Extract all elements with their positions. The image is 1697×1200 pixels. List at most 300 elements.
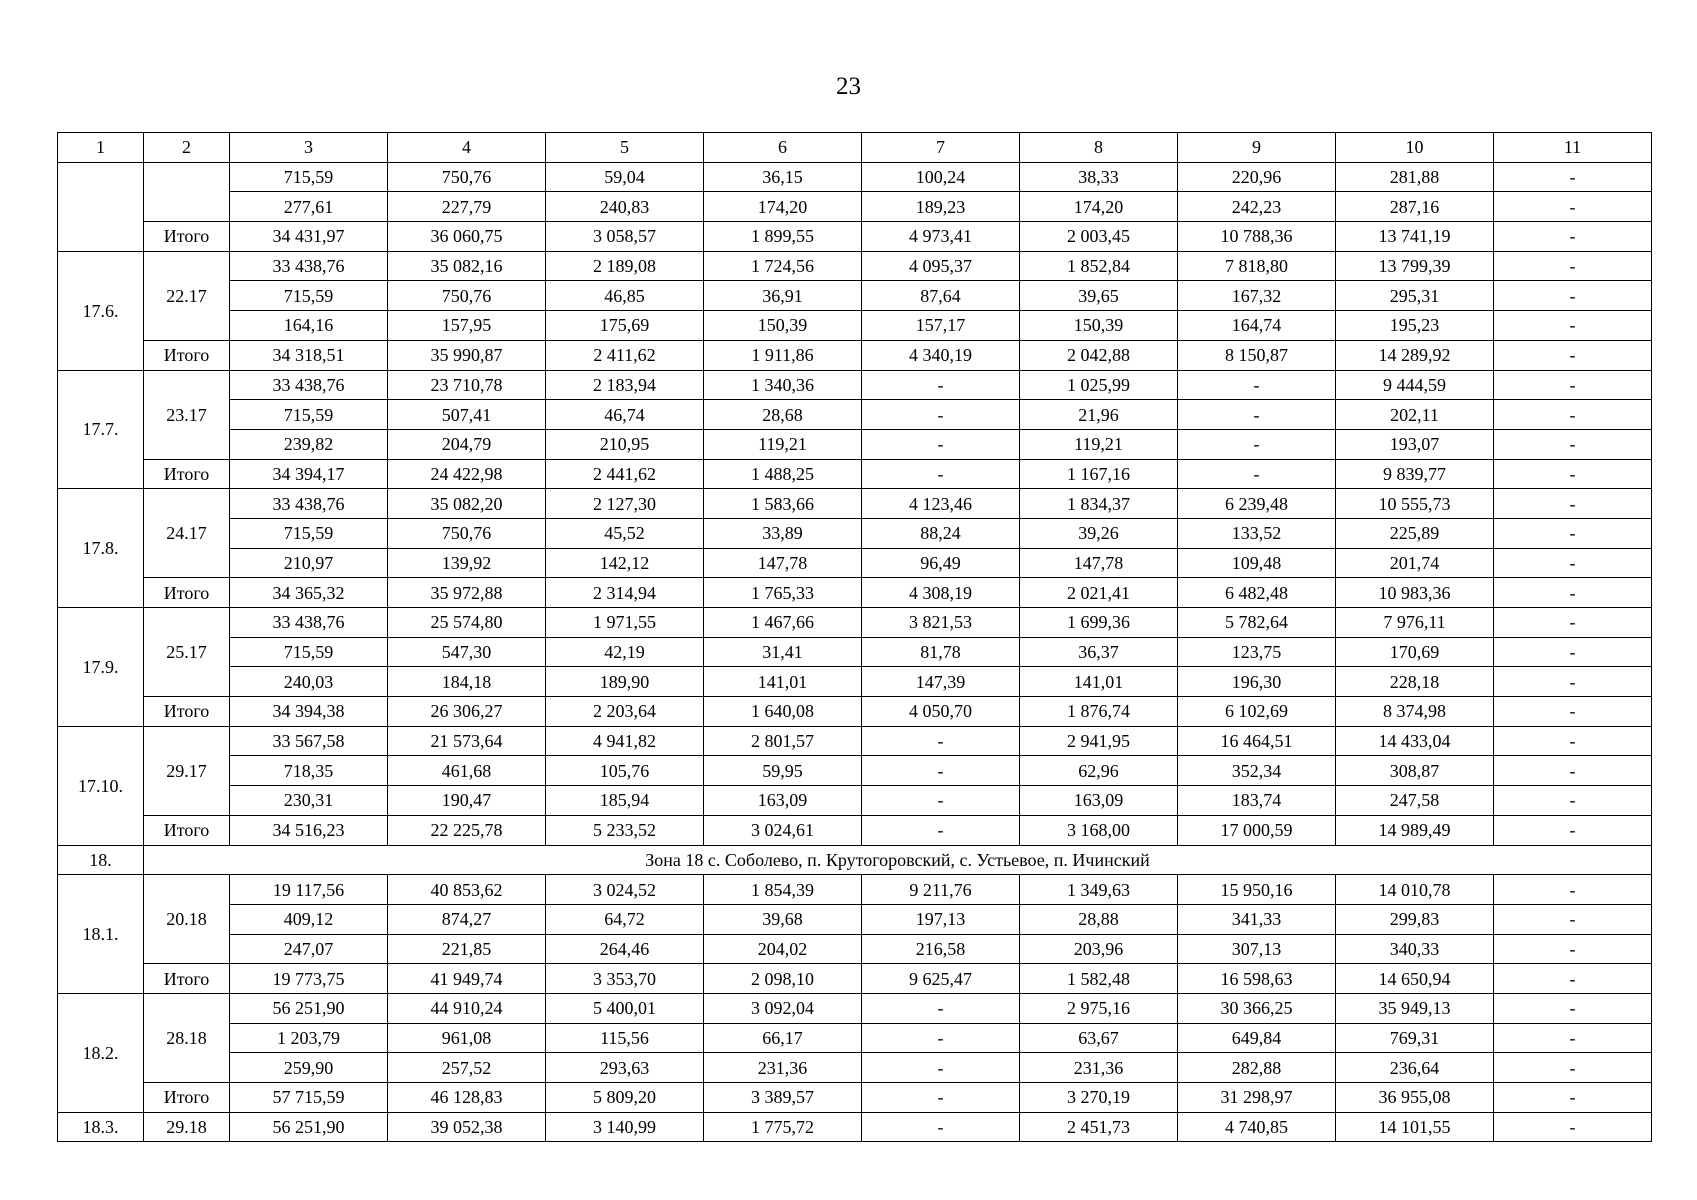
table-cell: 7 818,80 [1178, 251, 1336, 281]
table-cell: - [1494, 518, 1652, 548]
table-cell: 64,72 [546, 904, 704, 934]
table-cell: 10 788,36 [1178, 222, 1336, 252]
table-cell: - [1494, 875, 1652, 905]
item-number: 18.1. [58, 875, 144, 994]
table-cell: 231,36 [1020, 1053, 1178, 1083]
table-cell: 163,09 [704, 786, 862, 816]
table-cell: - [1494, 756, 1652, 786]
table-cell: 227,79 [388, 192, 546, 222]
column-header: 1 [58, 133, 144, 163]
zone-code: 29.17 [144, 726, 230, 815]
zone-code: 23.17 [144, 370, 230, 459]
table-cell: 1 583,66 [704, 489, 862, 519]
table-cell: 36 955,08 [1336, 1083, 1494, 1113]
table-cell: 240,83 [546, 192, 704, 222]
table-cell: 1 834,37 [1020, 489, 1178, 519]
zone-code: 24.17 [144, 489, 230, 578]
total-label: Итого [144, 964, 230, 994]
table-cell: 19 117,56 [230, 875, 388, 905]
zone-code: 22.17 [144, 251, 230, 340]
table-cell: 961,08 [388, 1023, 546, 1053]
table-cell: 715,59 [230, 281, 388, 311]
column-header: 5 [546, 133, 704, 163]
table-cell: 33 438,76 [230, 608, 388, 638]
table-cell: 247,58 [1336, 786, 1494, 816]
table-row [58, 459, 1652, 489]
table-cell: - [1178, 370, 1336, 400]
table-cell: - [1494, 786, 1652, 816]
table-cell: 4 740,85 [1178, 1112, 1336, 1142]
table-cell: 46,85 [546, 281, 704, 311]
table-cell: 3 140,99 [546, 1112, 704, 1142]
table-cell: 210,97 [230, 548, 388, 578]
table-cell: 147,78 [1020, 548, 1178, 578]
table-cell: - [862, 429, 1020, 459]
table-cell: 150,39 [704, 311, 862, 341]
table-cell: 201,74 [1336, 548, 1494, 578]
column-header: 11 [1494, 133, 1652, 163]
table-cell: 189,23 [862, 192, 1020, 222]
table-cell: 34 365,32 [230, 578, 388, 608]
table-cell: 340,33 [1336, 934, 1494, 964]
column-header: 9 [1178, 133, 1336, 163]
table-cell: 39,68 [704, 904, 862, 934]
table-cell: 236,64 [1336, 1053, 1494, 1083]
table-cell: 1 340,36 [704, 370, 862, 400]
table-cell: 16 598,63 [1178, 964, 1336, 994]
table-cell: - [1494, 222, 1652, 252]
table-row [58, 1112, 1652, 1142]
item-number: 18.2. [58, 993, 144, 1112]
table-cell: 2 021,41 [1020, 578, 1178, 608]
table-row [58, 548, 1652, 578]
table-cell: 147,78 [704, 548, 862, 578]
table-cell: 507,41 [388, 400, 546, 430]
table-cell: 16 464,51 [1178, 726, 1336, 756]
table-cell: 9 839,77 [1336, 459, 1494, 489]
table-cell: - [1494, 608, 1652, 638]
table-cell: 1 699,36 [1020, 608, 1178, 638]
table-cell: 231,36 [704, 1053, 862, 1083]
table-cell: - [1494, 459, 1652, 489]
table-cell: 649,84 [1178, 1023, 1336, 1053]
table-cell: 287,16 [1336, 192, 1494, 222]
table-cell: 14 433,04 [1336, 726, 1494, 756]
table-cell: 88,24 [862, 518, 1020, 548]
table-cell: 874,27 [388, 904, 546, 934]
table-cell: - [862, 1023, 1020, 1053]
table-cell: 14 989,49 [1336, 815, 1494, 845]
table-cell: - [1178, 429, 1336, 459]
table-cell: 150,39 [1020, 311, 1178, 341]
zone-code: 25.17 [144, 608, 230, 697]
table-cell: 547,30 [388, 637, 546, 667]
table-cell: 164,74 [1178, 311, 1336, 341]
table-row [58, 667, 1652, 697]
table-cell: 46 128,83 [388, 1083, 546, 1113]
table-cell: 715,59 [230, 162, 388, 192]
table-cell: 196,30 [1178, 667, 1336, 697]
table-cell: - [1494, 934, 1652, 964]
header-row [58, 133, 1652, 163]
table-cell: - [1494, 162, 1652, 192]
table-cell: 3 389,57 [704, 1083, 862, 1113]
table-cell: - [1494, 697, 1652, 727]
zone-code: 29.18 [144, 1112, 230, 1142]
table-cell: 36,37 [1020, 637, 1178, 667]
table-cell: 8 374,98 [1336, 697, 1494, 727]
table-cell: - [1494, 251, 1652, 281]
table-cell: - [1494, 815, 1652, 845]
table-cell: 34 318,51 [230, 340, 388, 370]
item-number: 17.8. [58, 489, 144, 608]
item-number: 18.3. [58, 1112, 144, 1142]
table-cell: 2 441,62 [546, 459, 704, 489]
table-cell: 8 150,87 [1178, 340, 1336, 370]
table-cell: 189,90 [546, 667, 704, 697]
table-cell: 9 211,76 [862, 875, 1020, 905]
table-cell: 170,69 [1336, 637, 1494, 667]
table-cell: 3 168,00 [1020, 815, 1178, 845]
total-label: Итого [144, 1083, 230, 1113]
table-cell: 221,85 [388, 934, 546, 964]
table-row [58, 578, 1652, 608]
table-cell: 204,79 [388, 429, 546, 459]
table-cell: 141,01 [1020, 667, 1178, 697]
table-cell: 307,13 [1178, 934, 1336, 964]
table-cell: 3 353,70 [546, 964, 704, 994]
table-cell: 1 582,48 [1020, 964, 1178, 994]
table-cell: 141,01 [704, 667, 862, 697]
table-cell: 461,68 [388, 756, 546, 786]
table-cell: - [1494, 667, 1652, 697]
column-header: 6 [704, 133, 862, 163]
table-cell: - [862, 726, 1020, 756]
table-row [58, 251, 1652, 281]
table-row [58, 429, 1652, 459]
item-number [58, 162, 144, 251]
table-cell: 4 941,82 [546, 726, 704, 756]
table-cell: 247,07 [230, 934, 388, 964]
table-cell: 59,04 [546, 162, 704, 192]
table-cell: 1 899,55 [704, 222, 862, 252]
table-cell: 36 060,75 [388, 222, 546, 252]
table-row [58, 697, 1652, 727]
table-cell: - [1494, 578, 1652, 608]
column-header: 2 [144, 133, 230, 163]
column-header: 7 [862, 133, 1020, 163]
column-header: 8 [1020, 133, 1178, 163]
table-cell: 240,03 [230, 667, 388, 697]
table-cell: - [1494, 548, 1652, 578]
table-cell: 24 422,98 [388, 459, 546, 489]
table-cell: 31,41 [704, 637, 862, 667]
table-cell: 277,61 [230, 192, 388, 222]
table-cell: 23 710,78 [388, 370, 546, 400]
table-cell: - [1494, 637, 1652, 667]
table-cell: 167,32 [1178, 281, 1336, 311]
table-cell: 715,59 [230, 400, 388, 430]
table-cell: 259,90 [230, 1053, 388, 1083]
table-cell: 2 189,08 [546, 251, 704, 281]
table-cell: 4 050,70 [862, 697, 1020, 727]
table-cell: 87,64 [862, 281, 1020, 311]
table-cell: - [1494, 1023, 1652, 1053]
table-cell: - [862, 1112, 1020, 1142]
table-cell: - [1494, 340, 1652, 370]
table-cell: 119,21 [704, 429, 862, 459]
table-cell: 39,26 [1020, 518, 1178, 548]
table-cell: 2 451,73 [1020, 1112, 1178, 1142]
table-cell: - [862, 400, 1020, 430]
table-cell: 42,19 [546, 637, 704, 667]
table-cell: 81,78 [862, 637, 1020, 667]
tariff-table [57, 132, 1652, 1142]
table-cell: 175,69 [546, 311, 704, 341]
table-cell: 3 024,61 [704, 815, 862, 845]
table-row [58, 726, 1652, 756]
table-cell: 1 167,16 [1020, 459, 1178, 489]
column-header: 10 [1336, 133, 1494, 163]
table-cell: 28,88 [1020, 904, 1178, 934]
table-cell: 13 799,39 [1336, 251, 1494, 281]
table-cell: 59,95 [704, 756, 862, 786]
table-row [58, 1053, 1652, 1083]
table-cell: 41 949,74 [388, 964, 546, 994]
table-row [58, 1083, 1652, 1113]
table-cell: 210,95 [546, 429, 704, 459]
table-cell: 195,23 [1336, 311, 1494, 341]
table-cell: 39,65 [1020, 281, 1178, 311]
table-cell: 1 876,74 [1020, 697, 1178, 727]
table-cell: 157,17 [862, 311, 1020, 341]
table-cell: 4 340,19 [862, 340, 1020, 370]
table-cell: 193,07 [1336, 429, 1494, 459]
table-cell: 1 852,84 [1020, 251, 1178, 281]
table-row [58, 786, 1652, 816]
table-row [58, 370, 1652, 400]
item-number: 17.10. [58, 726, 144, 845]
table-cell: 34 516,23 [230, 815, 388, 845]
table-cell: 142,12 [546, 548, 704, 578]
table-cell: 715,59 [230, 518, 388, 548]
table-cell: 14 650,94 [1336, 964, 1494, 994]
table-cell: 750,76 [388, 162, 546, 192]
table-cell: 36,91 [704, 281, 862, 311]
table-cell: 3 024,52 [546, 875, 704, 905]
zone-code: 20.18 [144, 875, 230, 964]
table-cell: - [1494, 192, 1652, 222]
table-cell: 31 298,97 [1178, 1083, 1336, 1113]
table-cell: 15 950,16 [1178, 875, 1336, 905]
table-cell: 190,47 [388, 786, 546, 816]
total-label: Итого [144, 697, 230, 727]
table-cell: 14 101,55 [1336, 1112, 1494, 1142]
table-cell: 119,21 [1020, 429, 1178, 459]
table-cell: 2 183,94 [546, 370, 704, 400]
table-cell: 34 431,97 [230, 222, 388, 252]
table-cell: 2 098,10 [704, 964, 862, 994]
table-cell: 34 394,38 [230, 697, 388, 727]
table-cell: 33 438,76 [230, 489, 388, 519]
table-cell: 28,68 [704, 400, 862, 430]
table-cell: 1 640,08 [704, 697, 862, 727]
table-cell: 36,15 [704, 162, 862, 192]
table-cell: 1 775,72 [704, 1112, 862, 1142]
table-row [58, 637, 1652, 667]
table-cell: - [1494, 311, 1652, 341]
table-cell: 4 095,37 [862, 251, 1020, 281]
zone-row [58, 845, 1652, 875]
table-cell: 35 990,87 [388, 340, 546, 370]
table-cell: 139,92 [388, 548, 546, 578]
zone-title: Зона 18 с. Соболево, п. Крутогоровский, с. Устьевое, п. Ичинский [144, 845, 1652, 875]
table-cell: 1 203,79 [230, 1023, 388, 1053]
table-cell: 750,76 [388, 281, 546, 311]
table-cell: 1 911,86 [704, 340, 862, 370]
table-cell: 6 482,48 [1178, 578, 1336, 608]
table-row [58, 162, 1652, 192]
table-cell: 109,48 [1178, 548, 1336, 578]
table-cell: 2 203,64 [546, 697, 704, 727]
item-number: 17.9. [58, 608, 144, 727]
table-cell: 14 010,78 [1336, 875, 1494, 905]
table-row [58, 608, 1652, 638]
table-cell: 308,87 [1336, 756, 1494, 786]
table-cell: 184,18 [388, 667, 546, 697]
table-cell: 715,59 [230, 637, 388, 667]
table-cell: - [862, 756, 1020, 786]
total-label: Итого [144, 222, 230, 252]
table-cell: 5 233,52 [546, 815, 704, 845]
table-cell: 9 444,59 [1336, 370, 1494, 400]
table-cell: 1 025,99 [1020, 370, 1178, 400]
table-cell: 26 306,27 [388, 697, 546, 727]
table-row [58, 964, 1652, 994]
table-cell: 35 082,16 [388, 251, 546, 281]
table-cell: - [862, 1083, 1020, 1113]
table-cell: - [1178, 459, 1336, 489]
table-cell: 35 082,20 [388, 489, 546, 519]
table-row [58, 340, 1652, 370]
table-cell: - [1494, 726, 1652, 756]
table-cell: 1 971,55 [546, 608, 704, 638]
table-cell: 718,35 [230, 756, 388, 786]
table-cell: 44 910,24 [388, 993, 546, 1023]
table-cell: 197,13 [862, 904, 1020, 934]
item-number: 18. [58, 845, 144, 875]
table-cell: 33 438,76 [230, 370, 388, 400]
table-cell: 281,88 [1336, 162, 1494, 192]
table-cell: - [862, 815, 1020, 845]
table-cell: - [1494, 281, 1652, 311]
table-cell: 2 941,95 [1020, 726, 1178, 756]
table-cell: 6 239,48 [1178, 489, 1336, 519]
table-cell: 3 270,19 [1020, 1083, 1178, 1113]
table-cell: 56 251,90 [230, 993, 388, 1023]
table-cell: 2 127,30 [546, 489, 704, 519]
table-cell: 46,74 [546, 400, 704, 430]
table-cell: 2 411,62 [546, 340, 704, 370]
table-cell: 3 058,57 [546, 222, 704, 252]
table-cell: 295,31 [1336, 281, 1494, 311]
total-label: Итого [144, 815, 230, 845]
column-header: 3 [230, 133, 388, 163]
table-cell: 203,96 [1020, 934, 1178, 964]
table-cell: 105,76 [546, 756, 704, 786]
table-cell: 33 567,58 [230, 726, 388, 756]
table-row [58, 400, 1652, 430]
table-cell: - [1494, 1053, 1652, 1083]
table-cell: 7 976,11 [1336, 608, 1494, 638]
table-cell: - [862, 786, 1020, 816]
table-row [58, 993, 1652, 1023]
table-cell: 33 438,76 [230, 251, 388, 281]
table-cell: 45,52 [546, 518, 704, 548]
table-cell: - [1494, 1112, 1652, 1142]
table-cell: 769,31 [1336, 1023, 1494, 1053]
table-cell: 242,23 [1178, 192, 1336, 222]
table-cell: - [862, 370, 1020, 400]
table-cell: 202,11 [1336, 400, 1494, 430]
table-cell: 35 949,13 [1336, 993, 1494, 1023]
table-cell: 33,89 [704, 518, 862, 548]
table-row [58, 222, 1652, 252]
table-cell: 1 724,56 [704, 251, 862, 281]
table-cell: 2 314,94 [546, 578, 704, 608]
total-label: Итого [144, 578, 230, 608]
table-cell: - [1494, 964, 1652, 994]
table-cell: 409,12 [230, 904, 388, 934]
table-cell: 17 000,59 [1178, 815, 1336, 845]
table-cell: 40 853,62 [388, 875, 546, 905]
table-cell: 204,02 [704, 934, 862, 964]
table-cell: 228,18 [1336, 667, 1494, 697]
table-cell: 3 821,53 [862, 608, 1020, 638]
table-cell: 257,52 [388, 1053, 546, 1083]
table-row [58, 518, 1652, 548]
table-cell: 22 225,78 [388, 815, 546, 845]
table-row [58, 489, 1652, 519]
table-cell: 2 801,57 [704, 726, 862, 756]
column-header: 4 [388, 133, 546, 163]
table-row [58, 934, 1652, 964]
table-cell: - [1494, 993, 1652, 1023]
table-cell: 4 308,19 [862, 578, 1020, 608]
table-cell: 9 625,47 [862, 964, 1020, 994]
table-cell: 220,96 [1178, 162, 1336, 192]
table-cell: 13 741,19 [1336, 222, 1494, 252]
total-label: Итого [144, 459, 230, 489]
table-cell: 133,52 [1178, 518, 1336, 548]
table-cell: 5 400,01 [546, 993, 704, 1023]
table-cell: - [1494, 429, 1652, 459]
table-cell: 157,95 [388, 311, 546, 341]
item-number: 17.7. [58, 370, 144, 489]
table-cell: 1 349,63 [1020, 875, 1178, 905]
table-cell: 185,94 [546, 786, 704, 816]
table-cell: - [1494, 489, 1652, 519]
table-cell: 2 003,45 [1020, 222, 1178, 252]
table-row [58, 815, 1652, 845]
table-cell: - [1494, 400, 1652, 430]
table-cell: 100,24 [862, 162, 1020, 192]
table-row [58, 904, 1652, 934]
table-cell: 56 251,90 [230, 1112, 388, 1142]
table-row [58, 756, 1652, 786]
table-cell: - [1178, 400, 1336, 430]
table-cell: 96,49 [862, 548, 1020, 578]
